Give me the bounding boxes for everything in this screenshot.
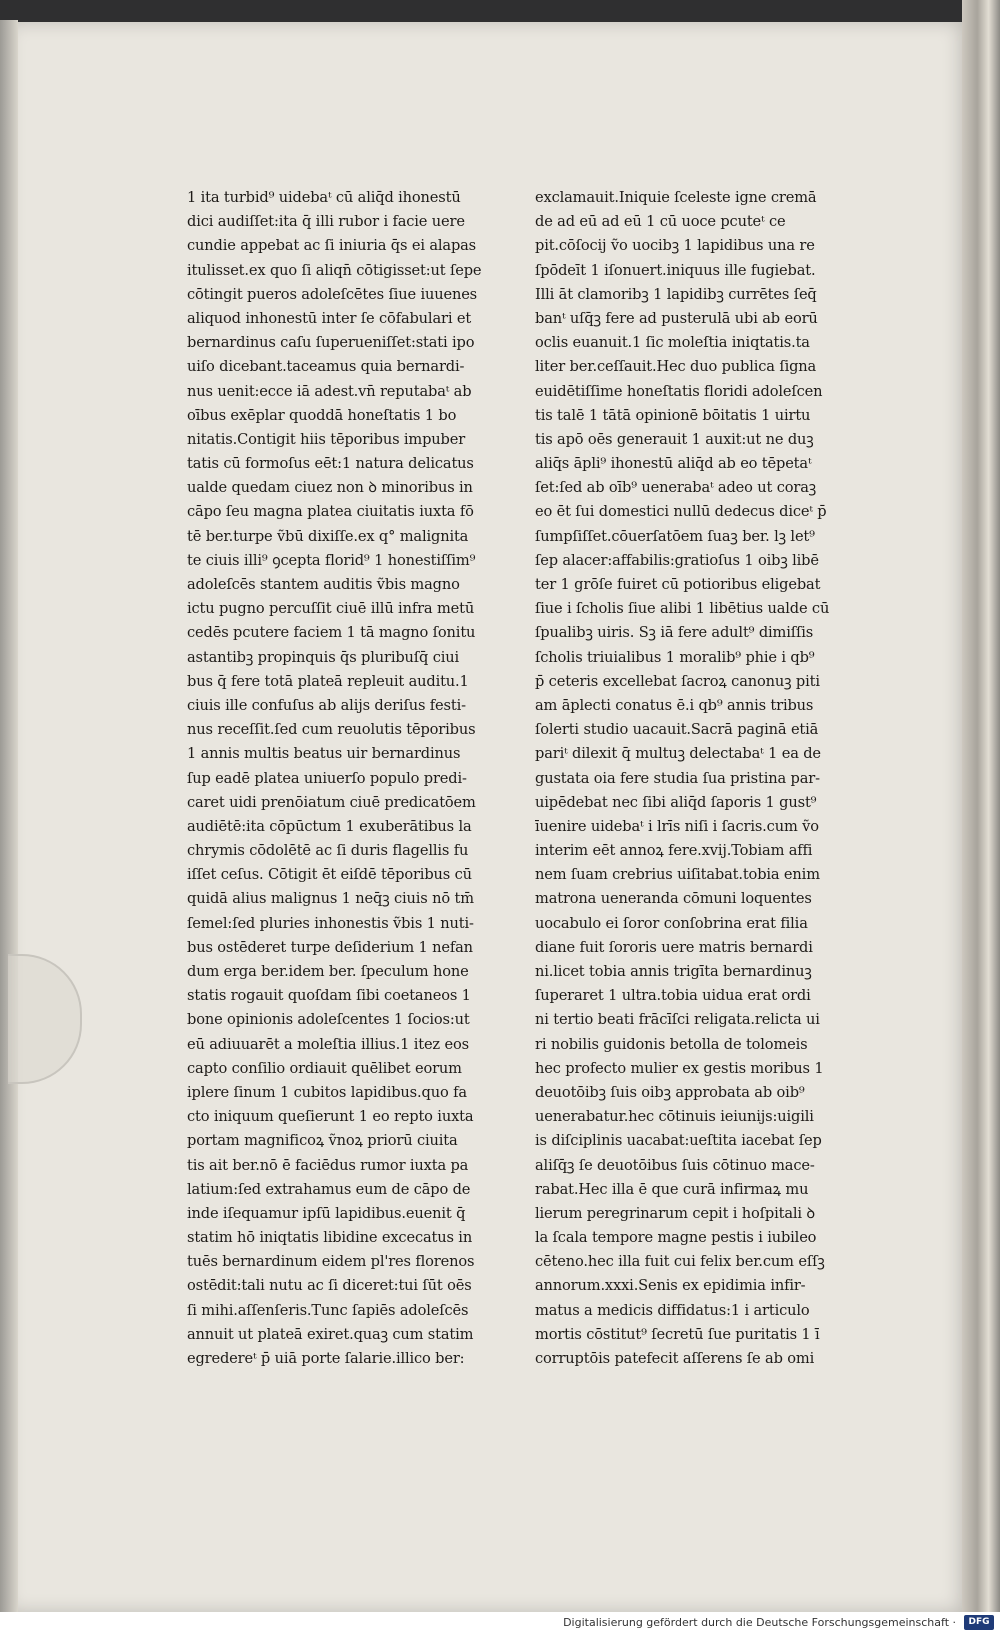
text-line: uiſo dicebant.taceamus quia bernardi- (187, 358, 465, 376)
text-line: cāpo ſeu magna platea ciuitatis iuxta fō (187, 503, 474, 521)
text-column-right (535, 186, 835, 1371)
text-line: bernardinus caſu ſuperueniſſet:stati ipo (187, 334, 475, 352)
text-line: dum erga ber.idem ber. ſpeculum hone (187, 963, 469, 980)
text-line: inde iſequamur ipſū lapidibus.euenit q̄ (187, 1204, 466, 1222)
text-line: itulisset.ex quo ſi aliqn̄ cōtigisset:ut ſepe (187, 261, 482, 279)
text-line: ter 1 grōſe fuiret cū potioribus eligebat (535, 576, 821, 593)
text-line: corruptōis patefecit aſſerens ſe ab omi (535, 1350, 815, 1367)
text-line: interim eēt annoꝝ fere.xvij.Tobiam affi (535, 842, 813, 860)
text-line: iplere ſinum 1 cubitos lapidibus.quo fa (187, 1083, 467, 1101)
text-line: ſep alacer:affabilis:gratioſus 1 oibꝫ libē (535, 551, 819, 569)
text-line: ſolerti studio uacauit.Sacrā paginā etiā (535, 721, 819, 739)
text-line: ſiue i ſcholis ſiue alibi 1 libētius ualde cū (535, 600, 830, 618)
text-line: rabat.Hec illa ē que curā infirmaꝝ mu (535, 1180, 809, 1198)
text-line: portam magnificoꝝ ṽnoꝝ priorū ciuita (187, 1132, 458, 1150)
text-line: am āplecti conatus ē.i qb⁹ annis tribus (535, 696, 814, 714)
text-line: lierum peregrinarum cepit i hoſpitali ꝺ (535, 1204, 816, 1222)
text-line: gustata oia fere studia ſua pristina par- (535, 769, 820, 787)
text-line: ri nobilis guidonis betolla de tolomeis (535, 1035, 808, 1053)
text-column-left (187, 186, 487, 1371)
text-line: aliquod inhonestū inter ſe cōfabulari et (187, 309, 472, 327)
text-line: oībus exēplar quoddā honeſtatis 1 bo (187, 406, 457, 424)
text-line: ſet:ſed ab oīb⁹ uenerabaᵗ adeo ut coraꝫ (535, 479, 817, 497)
text-line: deuotōibꝫ ſuis oibꝫ approbata ab oib⁹ (535, 1083, 805, 1101)
text-line: ſumpſiſſet.cōuerſatōem ſuaꝫ ber. lꝫ let⁹ (535, 527, 815, 545)
text-line: tis apō oēs generauit 1 auxit:ut ne duꝫ (535, 430, 814, 448)
text-line: capto conſilio ordiauit quēlibet eorum (187, 1059, 462, 1077)
text-line: egredereᵗ p̄ uiā porte ſalarie.illico ber: (187, 1350, 465, 1367)
text-line: dici audiſſet:ita q̄ illi rubor i facie uere (187, 213, 465, 231)
text-line: liter ber.ceſſauit.Hec duo publica ſigna (535, 358, 817, 376)
text-line: ciuis ille confuſus ab alijs deriſus festi- (187, 696, 466, 714)
text-line: statis rogauit quoſdam ſibi coetaneos 1 (187, 987, 471, 1005)
text-line: matrona ueneranda cōmuni loquentes (535, 890, 812, 908)
text-line: 1 annis multis beatus uir bernardinus (187, 745, 461, 763)
text-line: nem ſuam crebrius uiſitabat.tobia enim (535, 866, 820, 884)
text-line: 1 ita turbid⁹ uidebaᵗ cū aliq̄d ihonestū (187, 189, 461, 206)
text-line: tatis cū formoſus eēt:1 natura delicatus (187, 455, 474, 473)
text-line: tuēs bernardinum eidem pl'res florenos (187, 1253, 475, 1271)
text-line: is diſciplinis uacabat:ueſtita iacebat ſep (535, 1132, 822, 1150)
text-line: la ſcala tempore magne pestis i iubileo (535, 1229, 817, 1247)
text-line: matus a medicis diffidatus:1 i articulo (535, 1301, 810, 1319)
text-line: de ad eū ad eū 1 cū uoce pcuteᵗ ce (535, 213, 786, 231)
text-line: uenerabatur.hec cōtinuis ieiunijs:uigili (535, 1108, 814, 1126)
text-line: uipēdebat nec ſibi aliq̄d ſaporis 1 gust⁹ (535, 793, 817, 811)
page-clip-marker (8, 954, 82, 1084)
footer-bar (0, 1612, 1000, 1634)
text-line: ni.licet tobia annis trigīta bernardinuꝫ (535, 963, 812, 980)
text-line: ostēdit:tali nutu ac ſi diceret:tui ſūt oēs (187, 1277, 472, 1295)
text-line: te ciuis illi⁹ ꝯcepta florid⁹ 1 honestiſſim⁹ (187, 551, 476, 569)
footer-credit: Digitalisierung gefördert durch die Deutsche Forschungsgemeinschaft · (563, 1616, 956, 1629)
text-line: cōtingit pueros adoleſcētes ſiue iuuenes (187, 285, 478, 303)
text-line: ſemel:ſed pluries inhonestis ṽbis 1 nuti- (187, 914, 474, 932)
text-line: bone opinionis adoleſcentes 1 ſocios:ut (187, 1011, 470, 1029)
page-edge (962, 0, 1000, 1612)
text-line: ſcholis triuialibus 1 moralib⁹ phie i qb⁹ (535, 648, 815, 666)
text-line: cēteno.hec illa fuit cui felix ber.cum eſſꝫ (535, 1253, 825, 1271)
text-line: tis talē 1 tātā opinionē bōitatis 1 uirtu (535, 406, 811, 424)
text-line: diane fuit ſororis uere matris bernardi (535, 938, 813, 956)
text-line: nus receſſit.ſed cum reuolutis tēporibus (187, 721, 476, 739)
text-line: ictu pugno percuſſit ciuē illū infra metū (187, 600, 475, 618)
text-line: cto iniquum queſierunt 1 eo repto iuxta (187, 1108, 474, 1126)
text-line: uocabulo ei ſoror conſobrina erat filia (535, 914, 808, 932)
text-line: cundie appebat ac ſi iniuria q̄s ei alapas (187, 237, 477, 255)
text-line: ualde quedam ciuez non ꝺ minoribus in (187, 479, 473, 497)
text-line: annuit ut plateā exiret.quaꝫ cum statim (187, 1325, 474, 1343)
dfg-logo: DFG (964, 1615, 994, 1630)
text-line: hec profecto mulier ex gestis moribus 1 (535, 1059, 824, 1077)
text-line: eū adiuuarēt a moleſtia illius.1 itez eos (187, 1035, 469, 1053)
text-line: chrymis cōdolētē ac ſi duris flagellis fu (187, 842, 469, 860)
text-line: statim hō iniqtatis libidine excecatus in (187, 1229, 473, 1247)
text-line: nus uenit:ecce iā adest.vn̄ reputabaᵗ ab (187, 382, 472, 400)
text-line: pariᵗ dilexit q̄ multuꝫ delectabaᵗ 1 ea de (535, 745, 821, 763)
text-line: astantibꝫ propinquis q̄s pluribuſq̄ ciui (187, 648, 460, 666)
text-line: quidā alius malignus 1 neq̄ꝫ ciuis nō tm̄ (187, 890, 474, 908)
text-line: caret uidi prenōiatum ciuē predicatōem (187, 793, 476, 811)
text-line: eo ēt ſui domestici nullū dedecus diceᵗ p̄ (535, 503, 827, 521)
text-line: annorum.xxxi.Senis ex epidimia infir- (535, 1277, 806, 1295)
text-line: pit.cōſocij ṽo uocibꝫ 1 lapidibus una re (535, 237, 815, 255)
text-line: bus q̄ fere totā plateā repleuit auditu.1 (187, 672, 469, 690)
text-line: īuenire uidebaᵗ i lrīs niſi i ſacris.cum ṽo (535, 817, 819, 835)
text-line: ni tertio beati frācīſci religata.relicta ui (535, 1011, 820, 1029)
text-line: tē ber.turpe ṽbū dixiſſe.ex q° malignita (187, 527, 469, 545)
text-line: exclamauit.Iniquie ſceleste igne cremā (535, 189, 817, 206)
text-line: ſpōdeīt 1 iſonuert.iniquus ille fugiebat. (535, 261, 816, 279)
text-line: Illi āt clamoribꝫ 1 lapidibꝫ currētes ſeq̄ (535, 285, 817, 303)
text-line: aliſq̄ꝫ ſe deuotōibus ſuis cōtinuo mace- (535, 1156, 815, 1174)
text-line: adoleſcēs stantem auditis ṽbis magno (187, 576, 460, 593)
text-line: ſup eadē platea uniuerſo populo predi- (187, 769, 467, 787)
text-line: p̄ ceteris excellebat ſacroꝝ canonuꝫ piti (535, 672, 820, 690)
text-line: nitatis.Contigit hiis tēporibus impuber (187, 430, 466, 448)
text-line: tis ait ber.nō ē faciēdus rumor iuxta pa (187, 1156, 469, 1174)
text-line: banᵗ uſq̄ꝫ fere ad pusterulā ubi ab eorū (535, 309, 818, 327)
text-line: cedēs pcutere faciem 1 tā magno ſonitu (187, 624, 476, 642)
text-line: mortis cōstitut⁹ ſecretū ſue puritatis 1 ī (535, 1325, 820, 1343)
text-line: ſpualibꝫ uiris. Sꝫ iā fere adult⁹ dimiſſis (535, 624, 814, 642)
text-line: aliq̄s āpli⁹ ihonestū aliq̄d ab eo tēpetaᵗ (535, 455, 812, 473)
text-line: iſſet ceſus. Cōtigit ēt eiſdē tēporibus cū (187, 866, 472, 884)
text-line: ſuperaret 1 ultra.tobia uidua erat ordi (535, 987, 811, 1005)
text-line: ſi mihi.aſſenſeris.Tunc ſapiēs adoleſcēs (187, 1301, 469, 1319)
text-line: euidētiſſime honeſtatis floridi adoleſcen (535, 382, 823, 400)
text-line: bus ostēderet turpe deſiderium 1 nefan (187, 938, 473, 956)
book-gutter (0, 20, 18, 1612)
text-line: audiētē:ita cōpūctum 1 exuberātibus la (187, 817, 472, 835)
text-line: latium:ſed extrahamus eum de cāpo de (187, 1180, 471, 1198)
text-line: oclis euanuit.1 ſic moleſtia iniqtatis.ta (535, 334, 810, 352)
